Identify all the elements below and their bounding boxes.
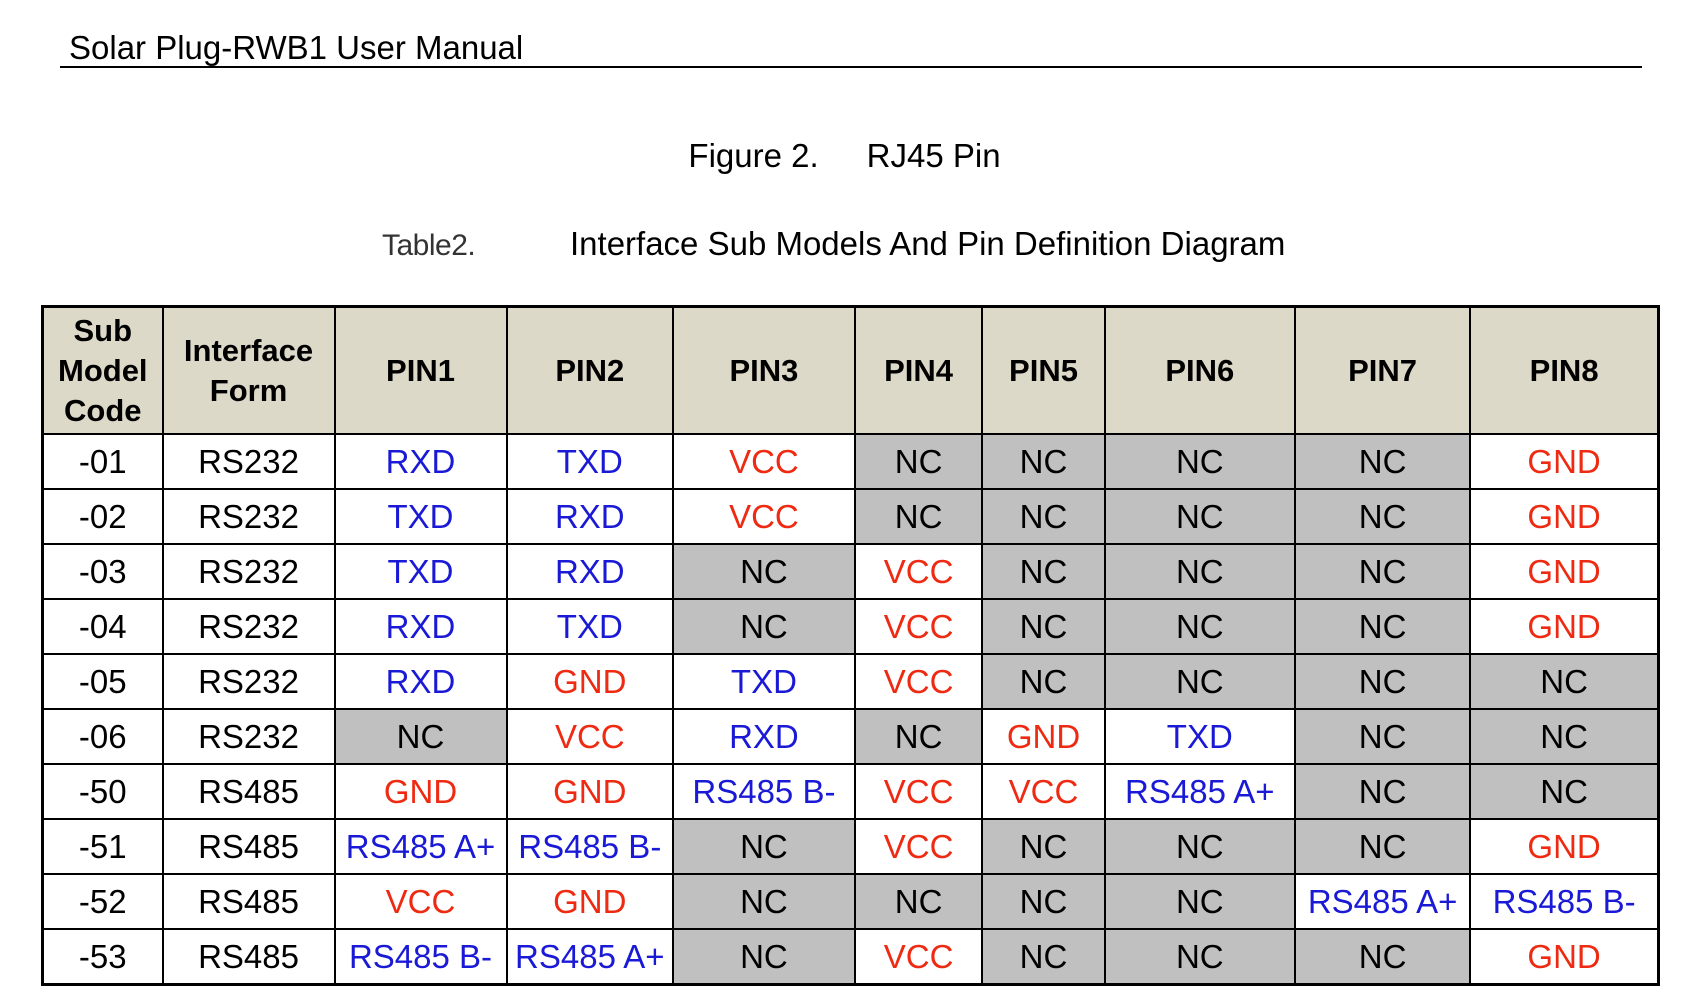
table-row (43, 599, 1659, 654)
table-header-row (43, 307, 1659, 435)
pin6-cell: NC (1105, 874, 1295, 929)
pin7-cell: RS485 A+ (1295, 874, 1470, 929)
pin7-cell: NC (1295, 544, 1470, 599)
pin7-cell: NC (1295, 654, 1470, 709)
interface-form-cell: RS232 (163, 544, 335, 599)
interface-form-cell: RS485 (163, 874, 335, 929)
pin8-cell: GND (1470, 489, 1658, 544)
sub-model-code-cell: -50 (43, 764, 163, 819)
pin1-cell: TXD (335, 544, 507, 599)
col-header-pin4: PIN4 (855, 307, 983, 435)
table-row (43, 434, 1659, 489)
pin5-cell: GND (982, 709, 1104, 764)
col-header-interface-form: Interface Form (163, 307, 335, 435)
interface-form-cell: RS232 (163, 434, 335, 489)
pin3-cell: RS485 B- (673, 764, 855, 819)
pin4-cell: NC (855, 434, 983, 489)
pin8-cell: NC (1470, 764, 1658, 819)
table-row (43, 874, 1659, 929)
pin8-cell: NC (1470, 709, 1658, 764)
pin8-cell: RS485 B- (1470, 874, 1658, 929)
pin6-cell: NC (1105, 929, 1295, 985)
pin1-cell: RXD (335, 434, 507, 489)
pin3-cell: NC (673, 544, 855, 599)
pin4-cell: VCC (855, 819, 983, 874)
pin4-cell: VCC (855, 929, 983, 985)
interface-form-cell: RS232 (163, 489, 335, 544)
pin5-cell: NC (982, 434, 1104, 489)
pin7-cell: NC (1295, 434, 1470, 489)
pin7-cell: NC (1295, 819, 1470, 874)
pin8-cell: GND (1470, 544, 1658, 599)
sub-model-code-cell: -06 (43, 709, 163, 764)
interface-form-cell: RS485 (163, 929, 335, 985)
pin4-cell: NC (855, 874, 983, 929)
pin2-cell: RXD (507, 489, 674, 544)
table-row (43, 929, 1659, 985)
col-header-pin6: PIN6 (1105, 307, 1295, 435)
pin5-cell: VCC (982, 764, 1104, 819)
figure-caption (0, 136, 1689, 176)
pin5-cell: NC (982, 489, 1104, 544)
pin6-cell: NC (1105, 599, 1295, 654)
col-header-pin1: PIN1 (335, 307, 507, 435)
pin2-cell: GND (507, 874, 674, 929)
col-header-pin5: PIN5 (982, 307, 1104, 435)
pin8-cell: GND (1470, 819, 1658, 874)
col-header-pin7: PIN7 (1295, 307, 1470, 435)
table-label: Table2. (382, 229, 476, 262)
table-row (43, 709, 1659, 764)
sub-model-code-cell: -01 (43, 434, 163, 489)
pin-definition-table (41, 305, 1660, 986)
pin8-cell: GND (1470, 599, 1658, 654)
col-header-pin8: PIN8 (1470, 307, 1658, 435)
interface-form-cell: RS485 (163, 819, 335, 874)
table-row (43, 654, 1659, 709)
pin8-cell: GND (1470, 929, 1658, 985)
header-divider (60, 66, 1642, 68)
pin3-cell: TXD (673, 654, 855, 709)
pin7-cell: NC (1295, 489, 1470, 544)
pin4-cell: VCC (855, 599, 983, 654)
pin7-cell: NC (1295, 764, 1470, 819)
table-row (43, 764, 1659, 819)
pin5-cell: NC (982, 819, 1104, 874)
pin8-cell: GND (1470, 434, 1658, 489)
pin4-cell: VCC (855, 764, 983, 819)
interface-form-cell: RS232 (163, 709, 335, 764)
pin3-cell: VCC (673, 489, 855, 544)
sub-model-code-cell: -53 (43, 929, 163, 985)
pin6-cell: NC (1105, 654, 1295, 709)
pin1-cell: NC (335, 709, 507, 764)
pin6-cell: NC (1105, 544, 1295, 599)
pin3-cell: VCC (673, 434, 855, 489)
pin1-cell: GND (335, 764, 507, 819)
pin2-cell: RS485 B- (507, 819, 674, 874)
pin6-cell: RS485 A+ (1105, 764, 1295, 819)
sub-model-code-cell: -05 (43, 654, 163, 709)
table-caption (382, 224, 1285, 266)
pin3-cell: RXD (673, 709, 855, 764)
interface-form-cell: RS485 (163, 764, 335, 819)
pin4-cell: NC (855, 709, 983, 764)
pin4-cell: VCC (855, 654, 983, 709)
pin6-cell: NC (1105, 489, 1295, 544)
pin5-cell: NC (982, 654, 1104, 709)
pin2-cell: RS485 A+ (507, 929, 674, 985)
pin6-cell: TXD (1105, 709, 1295, 764)
pin2-cell: TXD (507, 434, 674, 489)
pin2-cell: GND (507, 764, 674, 819)
pin7-cell: NC (1295, 929, 1470, 985)
pin5-cell: NC (982, 599, 1104, 654)
sub-model-code-cell: -52 (43, 874, 163, 929)
pin8-cell: NC (1470, 654, 1658, 709)
figure-title: RJ45 Pin (866, 137, 1001, 174)
table-row (43, 819, 1659, 874)
pin5-cell: NC (982, 544, 1104, 599)
interface-form-cell: RS232 (163, 599, 335, 654)
pin1-cell: RS485 A+ (335, 819, 507, 874)
pin7-cell: NC (1295, 709, 1470, 764)
table-row (43, 489, 1659, 544)
pin2-cell: RXD (507, 544, 674, 599)
table-title: Interface Sub Models And Pin Definition Diagram (570, 225, 1286, 262)
pin1-cell: VCC (335, 874, 507, 929)
pin3-cell: NC (673, 929, 855, 985)
table-body (43, 434, 1659, 985)
col-header-pin2: PIN2 (507, 307, 674, 435)
pin5-cell: NC (982, 874, 1104, 929)
document-header-title: Solar Plug-RWB1 User Manual (69, 29, 524, 66)
sub-model-code-cell: -04 (43, 599, 163, 654)
pin3-cell: NC (673, 874, 855, 929)
pin1-cell: RS485 B- (335, 929, 507, 985)
col-header-pin3: PIN3 (673, 307, 855, 435)
interface-form-cell: RS232 (163, 654, 335, 709)
pin2-cell: VCC (507, 709, 674, 764)
sub-model-code-cell: -51 (43, 819, 163, 874)
pin3-cell: NC (673, 599, 855, 654)
pin5-cell: NC (982, 929, 1104, 985)
pin7-cell: NC (1295, 599, 1470, 654)
col-header-sub-model-code: Sub Model Code (43, 307, 163, 435)
sub-model-code-cell: -03 (43, 544, 163, 599)
pin2-cell: GND (507, 654, 674, 709)
pin1-cell: TXD (335, 489, 507, 544)
pin1-cell: RXD (335, 599, 507, 654)
table-row (43, 544, 1659, 599)
pin3-cell: NC (673, 819, 855, 874)
pin4-cell: VCC (855, 544, 983, 599)
pin1-cell: RXD (335, 654, 507, 709)
pin2-cell: TXD (507, 599, 674, 654)
sub-model-code-cell: -02 (43, 489, 163, 544)
pin6-cell: NC (1105, 819, 1295, 874)
figure-label: Figure 2. (688, 137, 819, 174)
pin6-cell: NC (1105, 434, 1295, 489)
pin4-cell: NC (855, 489, 983, 544)
